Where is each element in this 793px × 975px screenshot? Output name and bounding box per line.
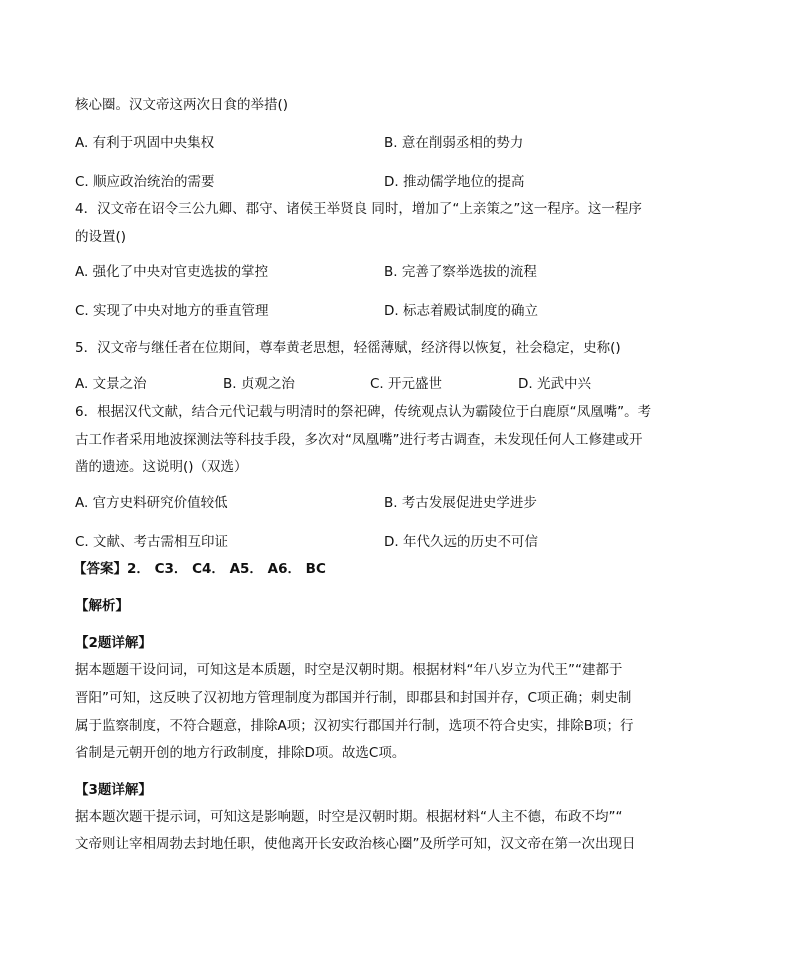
q4-stem-line1: 4．汉文帝在诏令三公九卿、郡守、诸侯王举贤良 同时，增加了“上亲策之”这一程序。这一程序 [75,201,642,217]
q3-option-a: A. 有利于巩固中央集权 [75,135,215,151]
q6-stem-line3: 凿的遗迹。这说明()（双选） [75,459,248,475]
q5-option-b: B. 贞观之治 [223,376,295,392]
detail2-line: 省制是元朝开创的地方行政制度，排除D项。故选C项。 [75,745,406,761]
q1-tail: 核心圈。汉文帝这两次日食的举措() [75,97,289,113]
q4-option-b: B. 完善了察举选拔的流程 [384,264,537,280]
detail3-line: 文帝则让宰相周勃去封地任职，使他离开长安政治核心圈”及所学可知，汉文帝在第一次出现日 [75,836,636,852]
answer-line: 【答案】2． C3． C4． A5． A6． BC [73,561,326,577]
q4-option-a: A. 强化了中央对官吏选拔的掌控 [75,264,269,280]
q6-option-d: D. 年代久远的历史不可信 [384,534,538,550]
q6-option-b: B. 考古发展促进史学进步 [384,495,537,511]
detail2-line: 据本题题干设问词，可知这是本质题，时空是汉朝时期。根据材料“年八岁立为代王”“建都于 [75,662,623,678]
q6-option-a: A. 官方史料研究价值较低 [75,495,228,511]
q5-option-a: A. 文景之治 [75,376,147,392]
q6-stem-line1: 6．根据汉代文献，结合元代记载与明清时的祭祀碑，传统观点认为霸陵位于白鹿原“凤凰嘴”。考 [75,404,652,420]
q3-option-c: C. 顺应政治统治的需要 [75,174,215,190]
detail3-header: 【3题详解】 [75,782,152,798]
q3-option-b: B. 意在削弱丞相的势力 [384,135,524,151]
q6-stem-line2: 古工作者采用地波探测法等科技手段，多次对“凤凰嘴”进行考古调查，未发现任何人工修建或开 [75,432,643,448]
q5-stem: 5．汉文帝与继任者在位期间，尊奉黄老思想，轻徭薄赋，经济得以恢复，社会稳定，史称() [75,340,621,356]
q5-option-c: C. 开元盛世 [370,376,443,392]
detail2-line: 晋阳”可知，这反映了汉初地方管理制度为郡国并行制，即郡县和封国并存，C项正确；刺史制 [75,690,632,706]
detail2-header: 【2题详解】 [75,635,152,651]
q4-option-d: D. 标志着殿试制度的确立 [384,303,538,319]
q5-option-d: D. 光武中兴 [518,376,591,392]
q3-option-d: D. 推动儒学地位的提高 [384,174,525,190]
detail2-line: 属于监察制度，不符合题意，排除A项；汉初实行郡国并行制，选项不符合史实，排除B项；行 [75,718,634,734]
q6-option-c: C. 文献、考古需相互印证 [75,534,229,550]
analysis-header: 【解析】 [75,598,129,614]
q4-stem-line2: 的设置() [75,229,127,245]
q4-option-c: C. 实现了中央对地方的垂直管理 [75,303,269,319]
detail3-line: 据本题次题干提示词，可知这是影响题，时空是汉朝时期。根据材料“人主不德，布政不均”“ [75,809,623,825]
